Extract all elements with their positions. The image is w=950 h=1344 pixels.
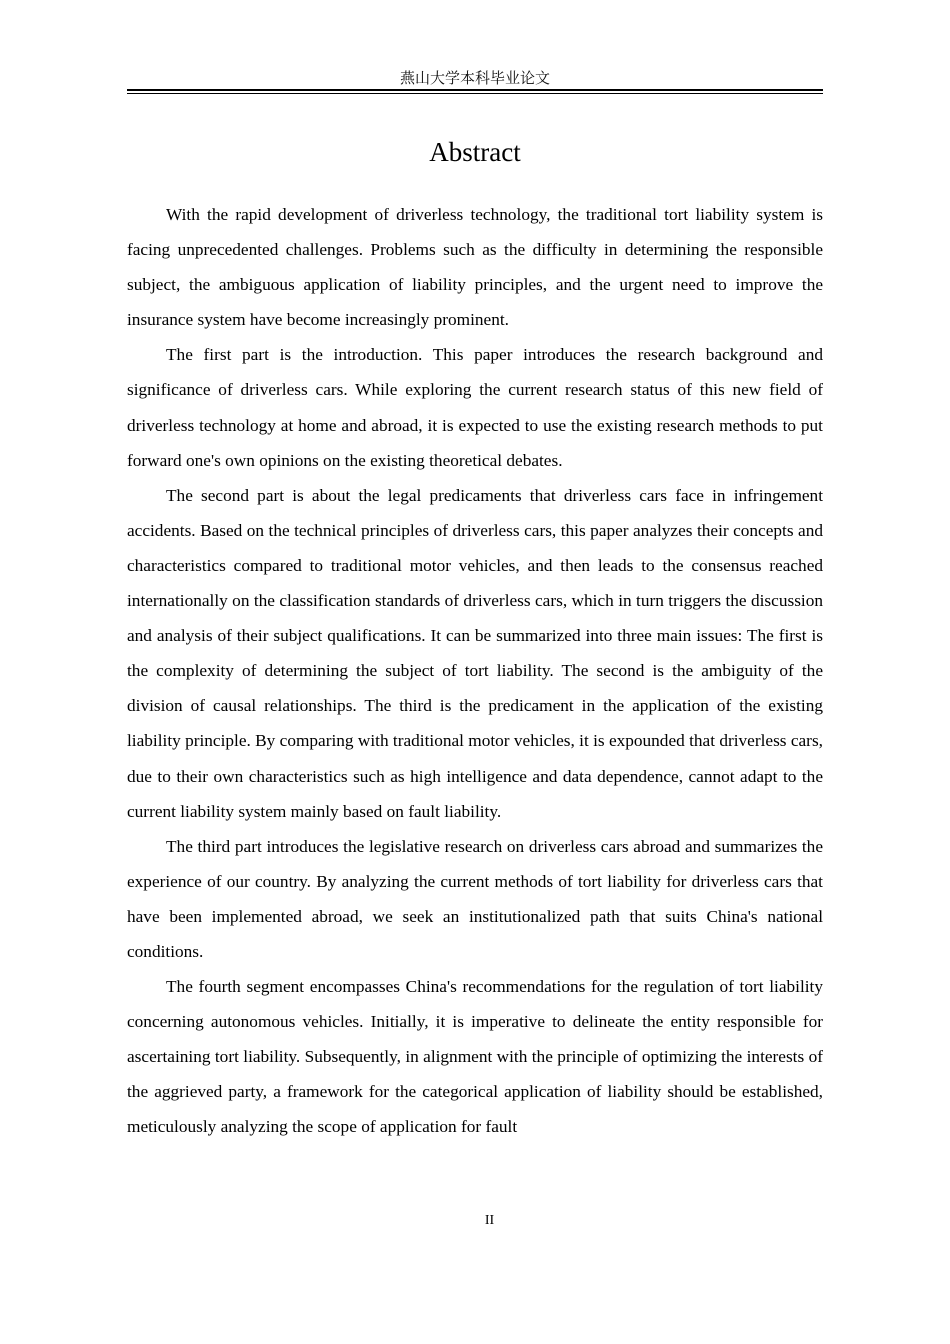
page-number: II <box>484 1213 495 1228</box>
abstract-paragraph-3: The second part is about the legal predicaments that driverless cars face in infringement accidents. Based on the technical principles of driverless cars, this paper analyzes their concepts and characteristics compared to traditional motor vehicles, and then leads to the consensus reached internationally on the classification standards of driverless cars, which in turn triggers the discussion and analysis of their subject qualifications. It can be summarized into three main issues: The first is the complexity of determining the subject of tort liability. The second is the ambiguity of the division of causal relationships. The third is the predicament in the application of the existing liability principle. By comparing with traditional motor vehicles, it is expounded that driverless cars, due to their own characteristics such as high intelligence and data dependence, cannot adapt to the current liability system mainly based on fault liability. <box>127 485 823 821</box>
header-double-rule <box>127 89 823 94</box>
abstract-title: Abstract <box>429 137 521 167</box>
abstract-body <box>127 197 823 1145</box>
header-rule-thick <box>127 89 823 91</box>
header-rule-thin <box>127 93 823 94</box>
abstract-paragraph-1: With the rapid development of driverless technology, the traditional tort liability system is facing unprecedented challenges. Problems such as the difficulty in determining the responsible subject, the ambiguous application of liability principles, and the urgent need to improve the insurance system have become increasingly prominent. <box>127 205 823 330</box>
abstract-paragraph-5: The fourth segment encompasses China's recommendations for the regulation of tort liability concerning autonomous vehicles. Initially, it is imperative to delineate the entity responsible for ascertaining tort liability. Subsequently, in alignment with the principle of optimizing the interests of the aggrieved party, a framework for the categorical application of liability should be established, meticulously analyzing the scope of application for fault <box>127 977 823 1137</box>
abstract-paragraph-2: The first part is the introduction. This paper introduces the research background and significance of driverless cars. While exploring the current research status of this new field of driverless technology at home and abroad, it is expected to use the existing research methods to put forward one's own opinions on the existing theoretical debates. <box>127 345 823 470</box>
abstract-paragraph-4: The third part introduces the legislative research on driverless cars abroad and summarizes the experience of our country. By analyzing the current methods of tort liability for driverless cars that have been implemented abroad, we seek an institutionalized path that suits China's national conditions. <box>127 836 823 961</box>
running-header: 燕山大学本科毕业论文 <box>399 69 550 87</box>
